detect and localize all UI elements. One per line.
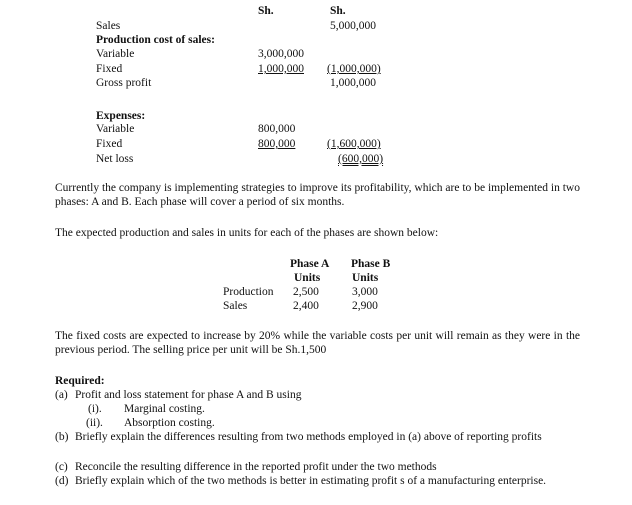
paragraph-phases: Currently the company is implementing strategies to improve its profitability, which are to be implemented in two phases: A and B. Each phase will cover a period of six months. (55, 182, 580, 208)
fixed-label: Fixed (96, 63, 123, 75)
paragraph-fixed-costs: The fixed costs are expected to increase by 20% while the variable costs per unit will remain as they were in the previous period. The selling price per unit will be Sh.1,500 (55, 330, 580, 356)
item-a-ii-marker: (ii). (86, 417, 103, 429)
expenses-heading: Expenses: (96, 110, 146, 122)
expense-variable-label: Variable (96, 123, 135, 135)
net-loss-label: Net loss (96, 153, 134, 165)
gross-profit-label: Gross profit (96, 77, 152, 89)
phase-a-units: Units (294, 272, 321, 284)
column-header-1: Sh. (258, 5, 274, 17)
required-heading: Required: (55, 375, 105, 387)
item-a-i-marker: (i). (88, 403, 102, 415)
item-a-marker: (a) (55, 389, 68, 401)
item-d-text: Briefly explain which of the two methods is better in estimating profit s of a manufacturing enterprise. (75, 475, 547, 487)
gross-profit-total: 1,000,000 (330, 77, 376, 89)
phase-b-header: Phase B (351, 258, 391, 270)
fixed-amount: 1,000,000 (258, 63, 304, 75)
net-loss-total: (600,000) (338, 153, 384, 165)
production-heading: Production cost of sales: (96, 34, 215, 46)
sales-phase-a: 2,400 (293, 300, 319, 312)
expense-fixed-total: (1,600,000) (327, 138, 381, 150)
item-d-marker: (d) (55, 475, 69, 487)
column-header-2: Sh. (330, 5, 346, 17)
item-b-text: Briefly explain the differences resulting from two methods employed in (a) above of reporting profits (75, 431, 542, 443)
sales-label: Sales (96, 20, 121, 32)
sales-total: 5,000,000 (330, 20, 376, 32)
variable-amount: 3,000,000 (258, 48, 304, 60)
item-c-marker: (c) (55, 461, 68, 473)
production-phase-a: 2,500 (293, 286, 319, 298)
production-phase-b: 3,000 (352, 286, 378, 298)
sales-phase-b: 2,900 (352, 300, 378, 312)
sales-row-label: Sales (223, 300, 248, 312)
variable-label: Variable (96, 48, 135, 60)
expense-fixed-label: Fixed (96, 138, 123, 150)
item-b-marker: (b) (55, 431, 69, 443)
phase-b-units: Units (352, 272, 379, 284)
production-row-label: Production (223, 286, 274, 298)
expense-fixed-amount: 800,000 (258, 138, 296, 150)
paragraph-expected: The expected production and sales in units for each of the phases are shown below: (55, 227, 439, 239)
item-a-i-text: Marginal costing. (124, 403, 205, 415)
item-a-ii-text: Absorption costing. (124, 417, 215, 429)
expense-variable-amount: 800,000 (258, 123, 296, 135)
item-a-text: Profit and loss statement for phase A and B using (75, 389, 302, 401)
fixed-total: (1,000,000) (327, 63, 381, 75)
item-c-text: Reconcile the resulting difference in the reported profit under the two methods (75, 461, 437, 473)
phase-a-header: Phase A (290, 258, 330, 270)
